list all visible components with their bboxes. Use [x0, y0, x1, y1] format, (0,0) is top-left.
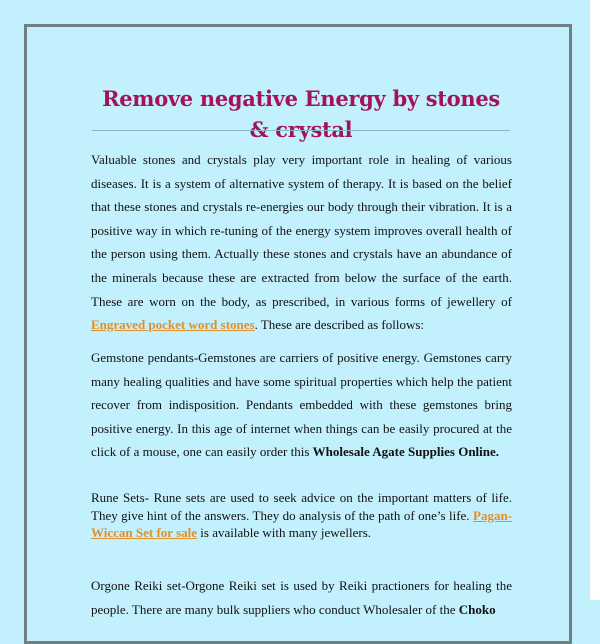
paragraph-intro-text: Valuable stones and crystals play very important role in healing of various diseases. It is a system of alternative system of therapy. It is based on the belief that these stones and crystals re-energies our body through their vibration. It is a positive way in which re-tuning of the energy system improves overall health of the person using them. Actually these stones and crystals have an abundance of the minerals because these are extracted from below the surface of the earth. These are worn on the body, as prescribed, in various forms of jewellery of	[91, 152, 512, 309]
page-edge	[590, 0, 600, 600]
document-page	[24, 24, 572, 644]
engraved-pocket-word-stones-link[interactable]: Engraved pocket word stones	[91, 317, 255, 333]
pagan-wiccan-set-link[interactable]: Pagan-Wiccan Set for sale	[91, 507, 512, 540]
paragraph-rune-text: Rune Sets- Rune sets are used to seek advice on the important matters of life. They give hint of the answers. They do analysis of the path of one’s life.	[91, 490, 512, 523]
paragraph-intro-tail: . These are described as follows:	[254, 317, 425, 333]
paragraph-rune-sets	[91, 489, 512, 542]
paragraph-orgone-text: Orgone Reiki set-Orgone Reiki set is used by Reiki practioners for healing the people. There are many bulk suppliers who conduct Wholesaler of the	[91, 578, 512, 617]
paragraph-rune-tail: is available with many jewellers.	[197, 525, 372, 540]
choko-bold: Choko	[458, 601, 496, 617]
title-divider	[92, 130, 510, 131]
paragraph-gemstone-pendants	[91, 346, 512, 464]
paragraph-gemstone-text: Gemstone pendants-Gemstones are carriers of positive energy. Gemstones carry many healing qualities and have some spiritual properties which help the patient recover from indisposition. Pendants embedded with these gemstones bring positive energy. In this age of internet when things can be easily procured at the click of a mouse, one can easily order this	[91, 350, 512, 460]
wholesale-agate-supplies-bold: Wholesale Agate Supplies Online.	[312, 444, 500, 460]
paragraph-intro	[91, 148, 512, 337]
document-title: Remove negative Energy by stones & crystal	[102, 86, 500, 142]
paragraph-orgone-reiki	[91, 574, 512, 621]
